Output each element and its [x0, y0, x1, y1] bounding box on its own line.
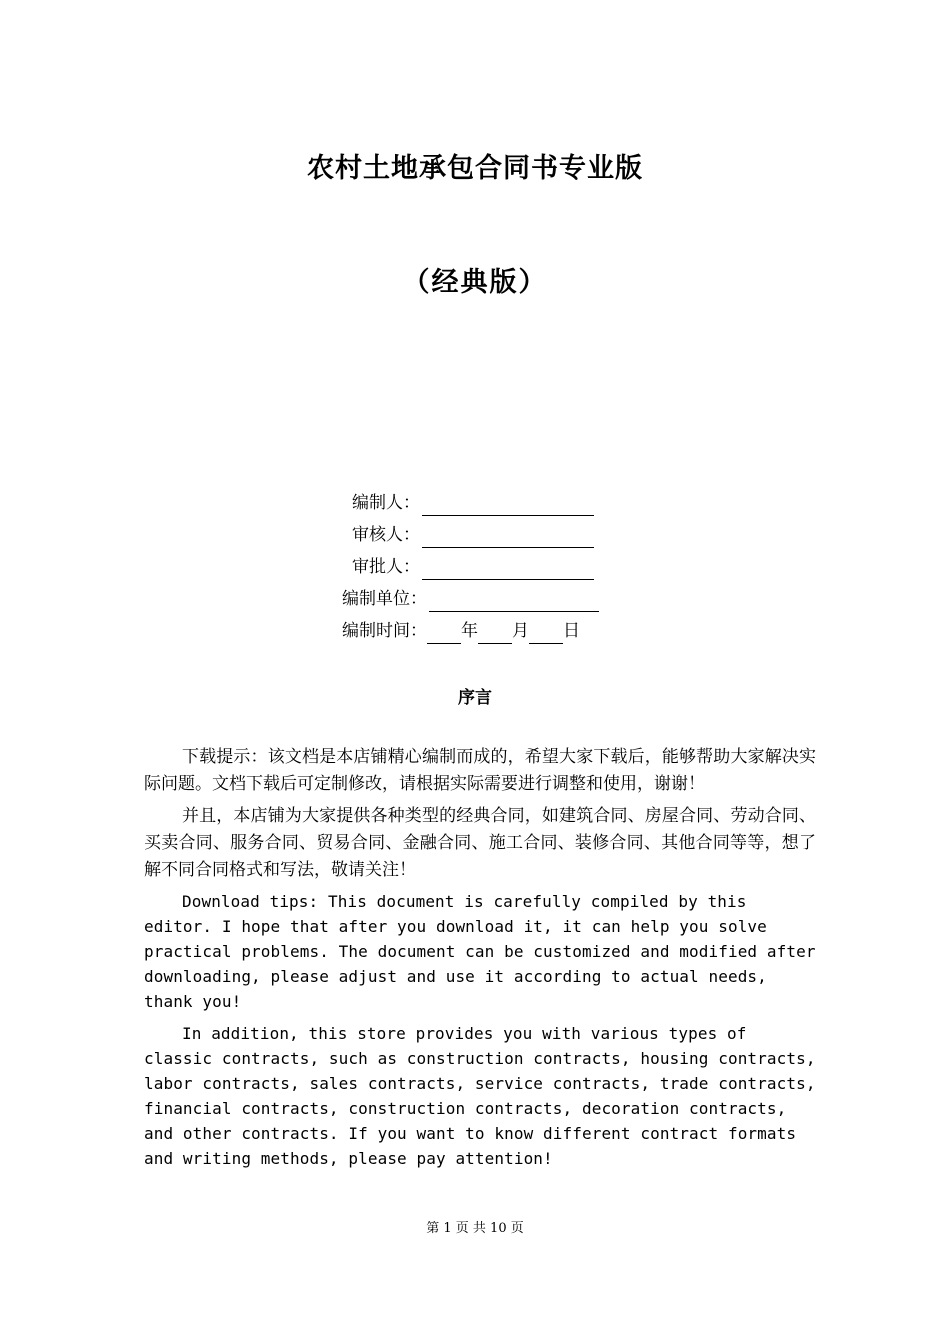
month-label: 月	[512, 621, 529, 641]
preface-body	[144, 744, 816, 1178]
document-subtitle: （经典版）	[402, 267, 548, 298]
unit-label: 编制单位：	[342, 589, 427, 609]
month-blank-line	[478, 625, 512, 644]
preface-paragraph-cn-1: 下载提示：该文档是本店铺精心编制而成的，希望大家下载后，能够帮助大家解决实际问题。文档下载后可定制修改，请根据实际需要进行调整和使用，谢谢！	[144, 747, 816, 794]
approver-field	[352, 554, 594, 580]
reviewer-blank-line	[422, 529, 594, 548]
compiler-blank-line	[422, 497, 594, 516]
time-field	[342, 618, 580, 644]
year-blank-line	[427, 625, 461, 644]
preface-heading: 序言	[458, 688, 492, 708]
reviewer-field	[352, 522, 594, 548]
page-footer: 第 1 页 共 10 页	[426, 1221, 524, 1236]
time-label: 编制时间：	[342, 621, 427, 641]
preface-paragraph-cn-2: 并且，本店铺为大家提供各种类型的经典合同，如建筑合同、房屋合同、劳动合同、买卖合同、服务合同、贸易合同、金融合同、施工合同、装修合同、其他合同等等，想了解不同合同格式和写法，敬请关注！	[144, 806, 816, 880]
approver-label: 审批人：	[352, 557, 420, 577]
approver-blank-line	[422, 561, 594, 580]
document-title: 农村土地承包合同书专业版	[307, 153, 643, 184]
preface-paragraph-en-2: In addition, this store provides you with various types of classic contracts, such as construction contracts, housing contracts, labor contracts, sales contracts, service contracts, trade contracts, financial contracts, construction contracts, decoration contracts, and other contracts. If you want to know different contract formats and writing methods, please pay attention!	[144, 1024, 816, 1168]
compiler-field	[352, 490, 594, 516]
preface-paragraph-en-1: Download tips: This document is carefully compiled by this editor. I hope that after you download it, it can help you solve practical problems. The document can be customized and modified after downloading, please adjust and use it according to actual needs, thank you!	[144, 892, 816, 1011]
day-blank-line	[529, 625, 563, 644]
reviewer-label: 审核人：	[352, 525, 420, 545]
unit-field	[342, 586, 599, 612]
year-label: 年	[461, 621, 478, 641]
compiler-label: 编制人：	[352, 493, 420, 513]
unit-blank-line	[429, 593, 599, 612]
day-label: 日	[563, 621, 580, 641]
